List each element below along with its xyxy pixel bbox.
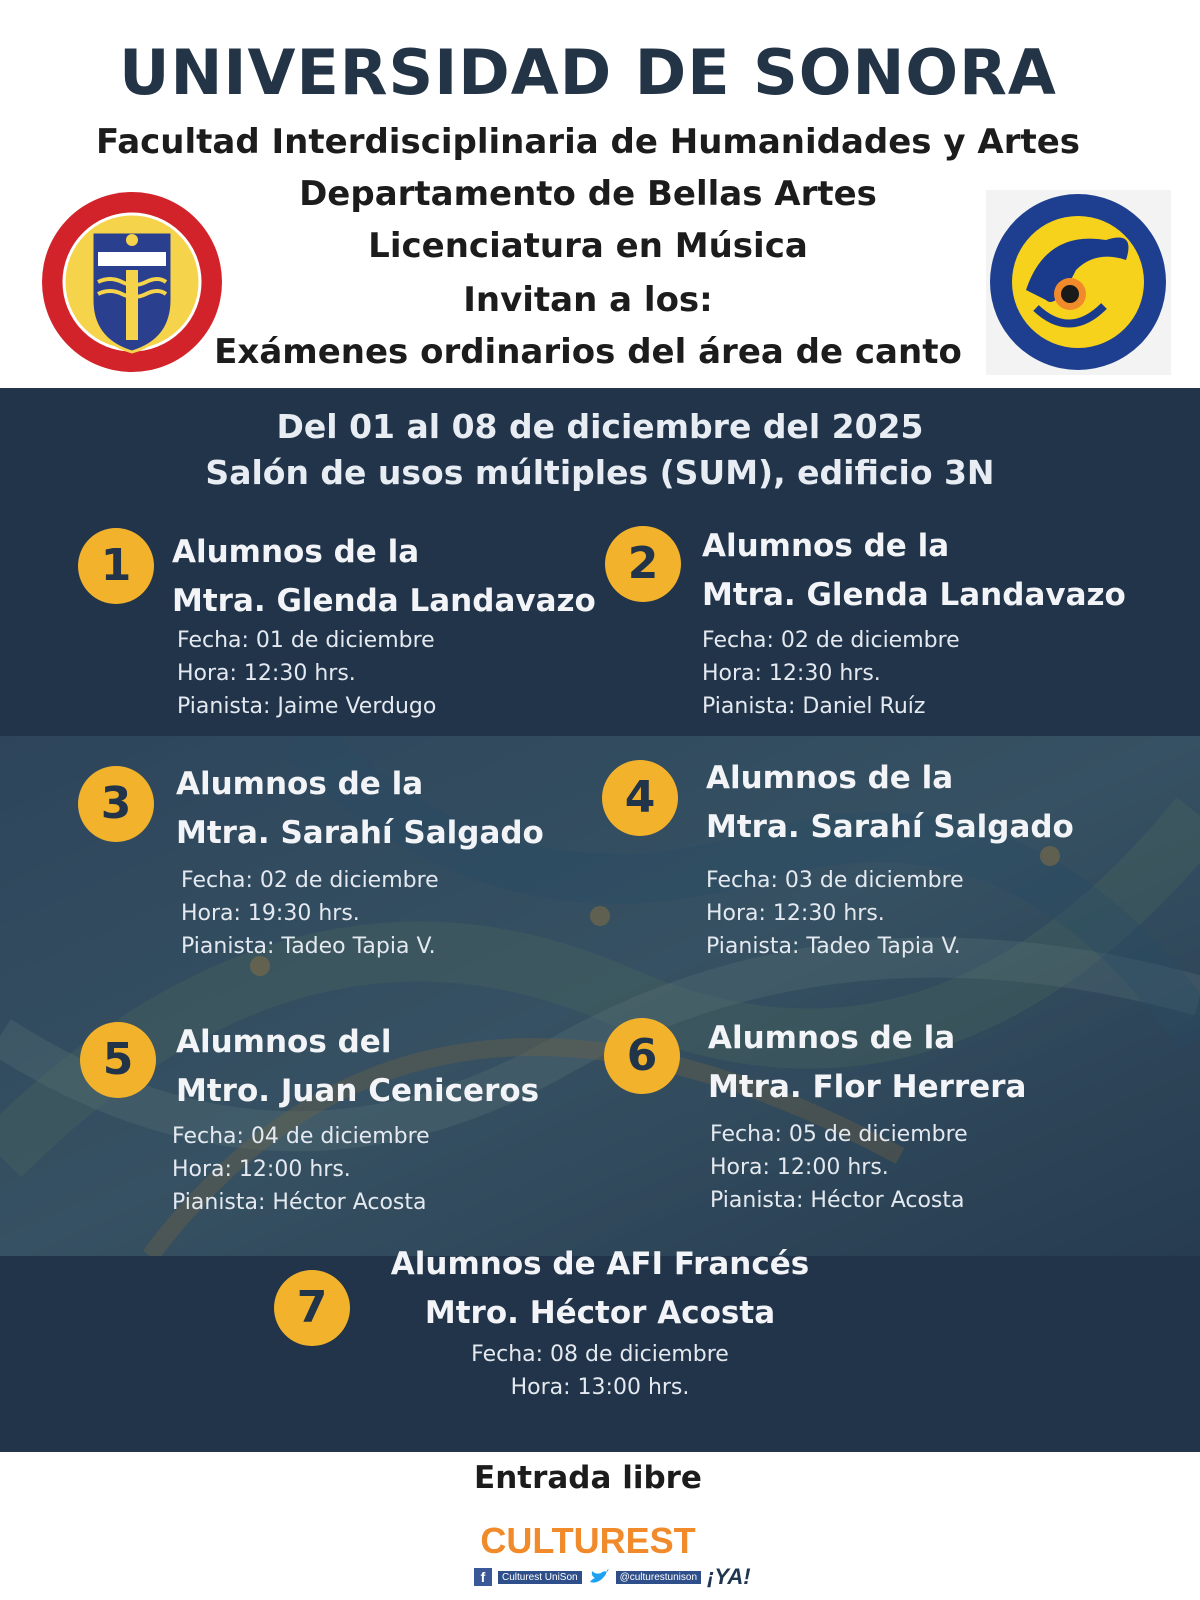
session-date: Fecha: 02 de diciembre xyxy=(702,628,960,653)
university-title: UNIVERSIDAD DE SONORA xyxy=(119,36,1057,109)
session-teacher: Mtra. Glenda Landavazo xyxy=(172,583,596,619)
session-details xyxy=(172,1120,430,1219)
session-details xyxy=(380,1338,820,1404)
exam-line: Exámenes ordinarios del área de canto xyxy=(214,332,962,372)
program-line: Licenciatura en Música xyxy=(368,226,808,266)
session-title-line1: Alumnos de la xyxy=(708,1020,956,1056)
culturest-brand: CULTUREST xyxy=(480,1520,696,1561)
session-teacher: Mtra. Glenda Landavazo xyxy=(702,577,1126,613)
number-badge: 3 xyxy=(78,766,154,842)
session-teacher: Mtro. Juan Ceniceros xyxy=(176,1073,540,1109)
session-title xyxy=(708,1014,1026,1112)
facebook-icon: f xyxy=(474,1568,492,1586)
number-badge: 2 xyxy=(605,526,681,602)
session-pianist: Pianista: Jaime Verdugo xyxy=(177,694,437,719)
session-pianist: Pianista: Daniel Ruíz xyxy=(702,694,926,719)
session-time: Hora: 12:30 hrs. xyxy=(702,661,881,686)
session-pianist: Pianista: Héctor Acosta xyxy=(710,1188,965,1213)
free-entry-text: Entrada libre xyxy=(474,1460,702,1496)
session-title xyxy=(172,528,596,626)
session-date: Fecha: 08 de diciembre xyxy=(471,1342,729,1367)
session-details xyxy=(710,1118,968,1217)
session-title xyxy=(702,522,1126,620)
session-pianist: Pianista: Tadeo Tapia V. xyxy=(706,934,961,959)
session-details xyxy=(702,624,960,723)
session-title xyxy=(176,760,544,858)
session-teacher: Mtro. Héctor Acosta xyxy=(424,1295,776,1331)
session-title-line1: Alumnos de la xyxy=(702,528,950,564)
invite-line: Invitan a los: xyxy=(463,280,713,320)
session-title-line1: Alumnos de AFI Francés xyxy=(390,1246,810,1282)
session-details xyxy=(177,624,436,723)
session-date: Fecha: 03 de diciembre xyxy=(706,868,964,893)
number-badge: 1 xyxy=(78,528,154,604)
session-title xyxy=(380,1240,820,1338)
header xyxy=(0,0,1200,388)
faculty-line: Facultad Interdisciplinaria de Humanidades y Artes xyxy=(95,122,1081,162)
universidad-de-sonora-seal-icon xyxy=(40,190,225,375)
session-pianist: Pianista: Tadeo Tapia V. xyxy=(181,934,436,959)
session-time: Hora: 13:00 hrs. xyxy=(510,1375,690,1400)
twitter-bird-icon xyxy=(588,1568,610,1586)
session-title-line1: Alumnos de la xyxy=(172,534,420,570)
event-info xyxy=(0,404,1200,496)
session-title-line1: Alumnos de la xyxy=(176,766,424,802)
session-title-line1: Alumnos del xyxy=(176,1024,392,1060)
session-teacher: Mtra. Sarahí Salgado xyxy=(706,809,1074,845)
session-teacher: Mtra. Flor Herrera xyxy=(708,1069,1027,1105)
session-teacher: Mtra. Sarahí Salgado xyxy=(176,815,544,851)
session-time: Hora: 19:30 hrs. xyxy=(181,901,360,926)
session-details xyxy=(706,864,964,963)
session-time: Hora: 12:00 hrs. xyxy=(710,1155,889,1180)
number-badge: 6 xyxy=(604,1018,680,1094)
bellas-artes-logo-icon xyxy=(986,190,1171,375)
session-date: Fecha: 02 de diciembre xyxy=(181,868,439,893)
session-date: Fecha: 01 de diciembre xyxy=(177,628,435,653)
session-date: Fecha: 04 de diciembre xyxy=(172,1124,430,1149)
session-details xyxy=(181,864,439,963)
event-venue: Salón de usos múltiples (SUM), edificio 3N xyxy=(205,453,995,492)
event-dates: Del 01 al 08 de diciembre del 2025 xyxy=(276,407,924,446)
ya-text: ¡YA! xyxy=(707,1564,751,1589)
session-pianist: Pianista: Héctor Acosta xyxy=(172,1190,427,1215)
schedule-panel xyxy=(0,388,1200,1452)
number-badge: 4 xyxy=(602,760,678,836)
session-time: Hora: 12:00 hrs. xyxy=(172,1157,351,1182)
session-title-line1: Alumnos de la xyxy=(706,760,954,796)
facebook-handle[interactable]: Culturest UniSon xyxy=(498,1571,582,1584)
session-time: Hora: 12:30 hrs. xyxy=(706,901,885,926)
twitter-handle[interactable]: @culturestunison xyxy=(616,1571,701,1584)
social-links xyxy=(474,1566,751,1588)
footer xyxy=(0,1452,1200,1600)
number-badge: 7 xyxy=(274,1270,350,1346)
number-badge: 5 xyxy=(80,1022,156,1098)
session-date: Fecha: 05 de diciembre xyxy=(710,1122,968,1147)
department-line: Departamento de Bellas Artes xyxy=(299,174,877,214)
session-title xyxy=(176,1018,539,1116)
session-title xyxy=(706,754,1074,852)
session-time: Hora: 12:30 hrs. xyxy=(177,661,356,686)
